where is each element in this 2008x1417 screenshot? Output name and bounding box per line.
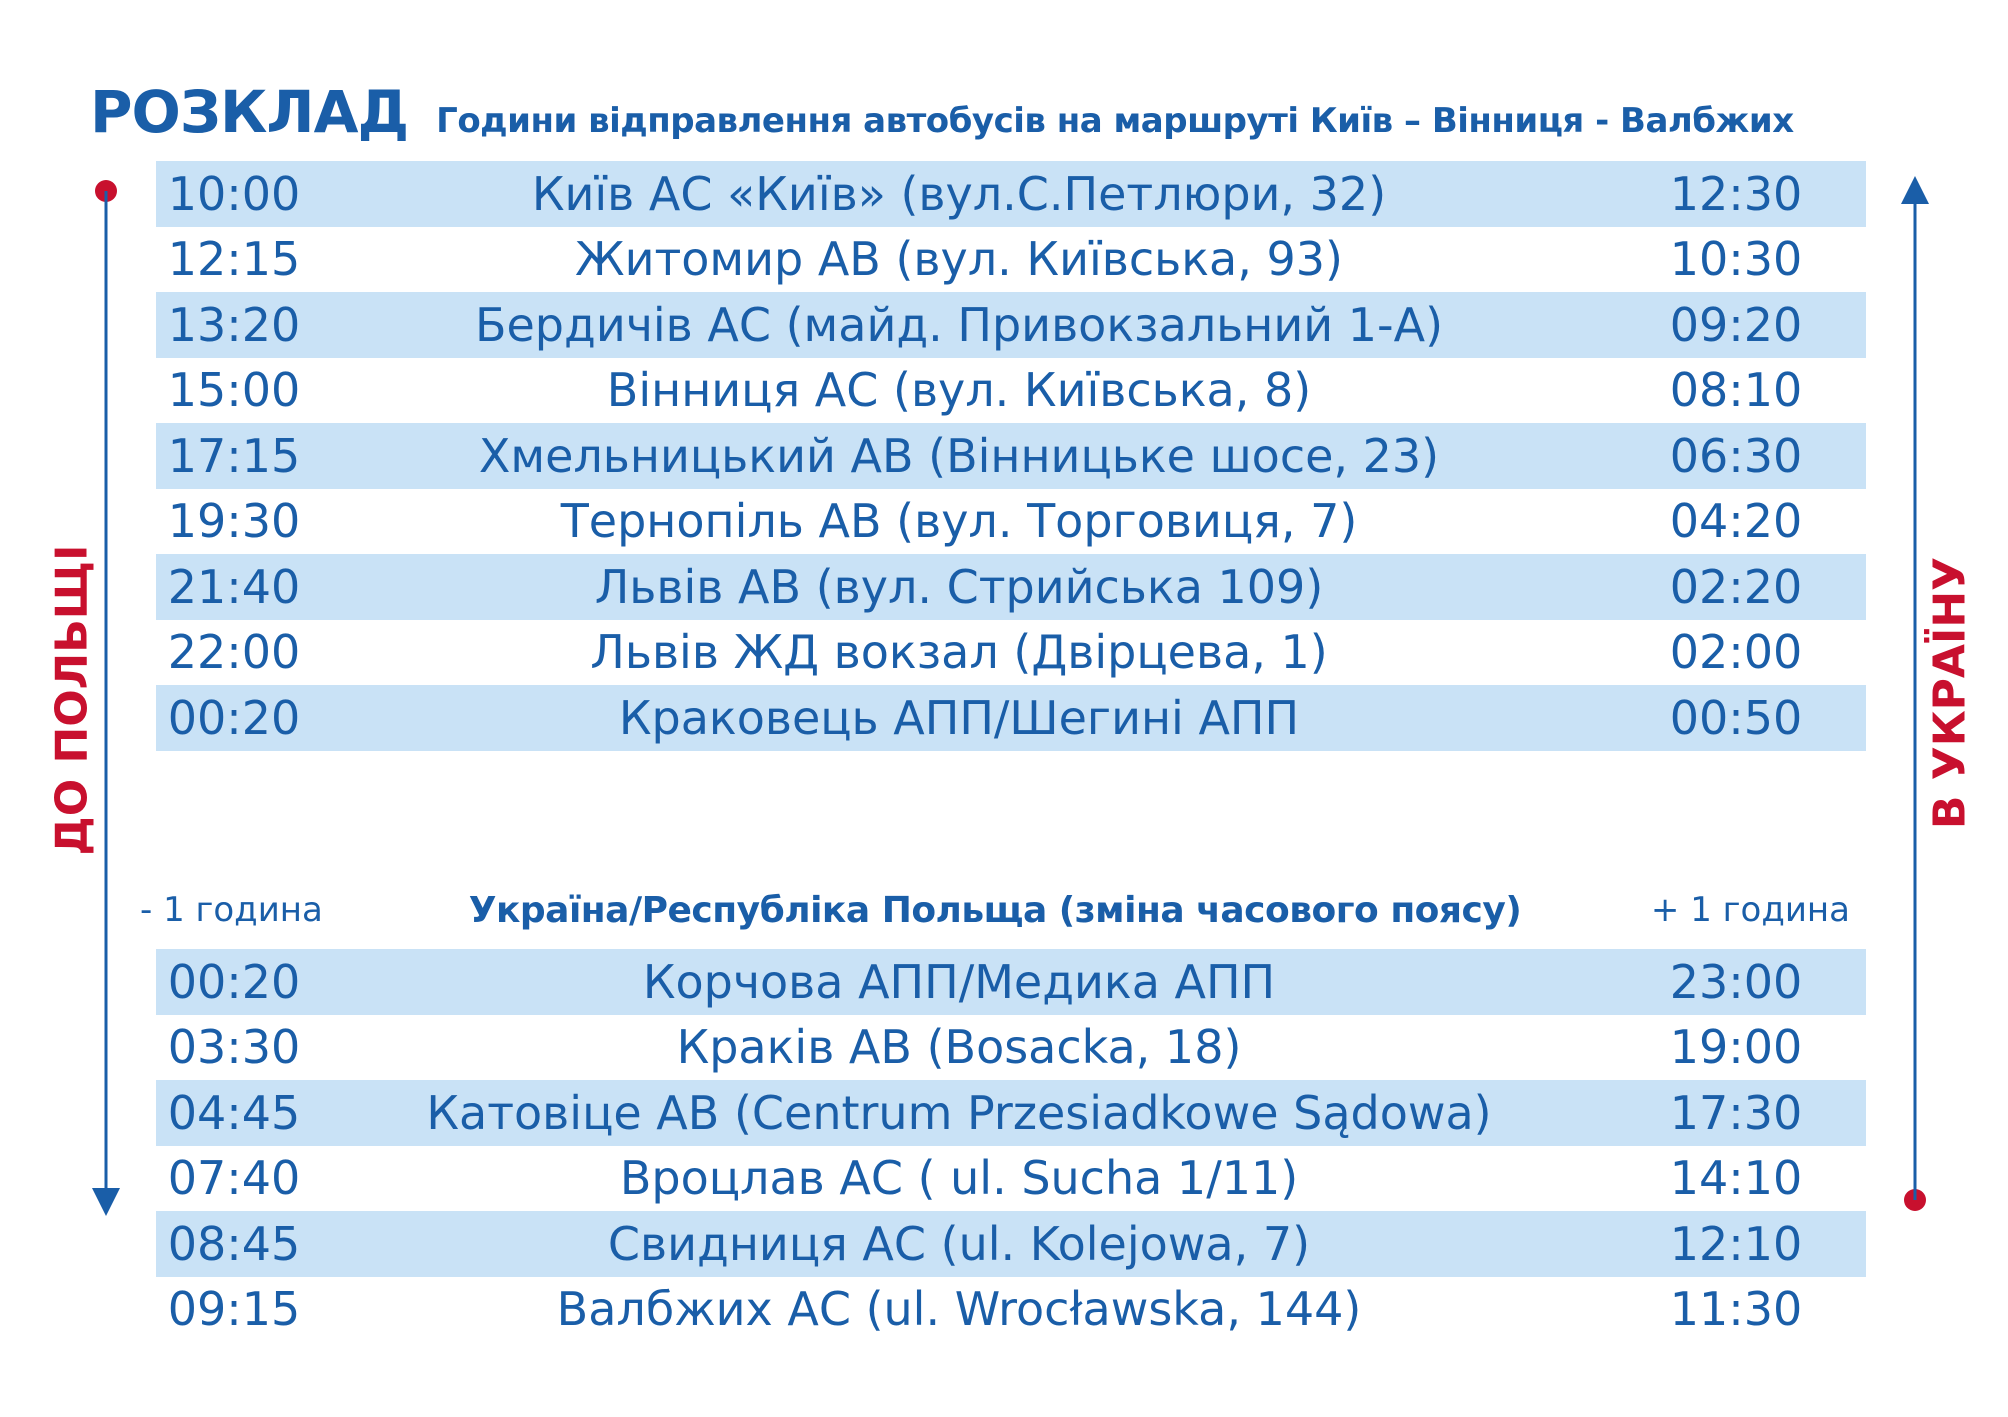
departure-time: 00:20 bbox=[167, 690, 301, 745]
departure-time: 09:15 bbox=[167, 1282, 301, 1337]
table-row bbox=[156, 161, 1866, 227]
departure-time: 15:00 bbox=[167, 363, 301, 418]
departure-time: 19:30 bbox=[167, 494, 301, 549]
return-time: 00:50 bbox=[1669, 690, 1803, 745]
page-subtitle: Години відправлення автобусів на маршруті Київ – Вінниця - Валбжих bbox=[436, 101, 1794, 141]
table-row bbox=[156, 423, 1866, 489]
stop-name: Тернопіль АВ (вул. Торговиця, 7) bbox=[560, 494, 1358, 549]
timezone-left-offset: - 1 година bbox=[140, 890, 323, 930]
departure-time: 04:45 bbox=[167, 1085, 301, 1140]
stop-name: Хмельницький АВ (Вінницьке шосе, 23) bbox=[478, 428, 1440, 483]
return-time: 06:30 bbox=[1669, 428, 1803, 483]
table-row bbox=[156, 620, 1866, 686]
departure-time: 12:15 bbox=[167, 232, 301, 287]
stop-name: Валбжих АС (ul. Wrocławska, 144) bbox=[556, 1282, 1362, 1337]
timezone-change-label: Україна/Республіка Польща (зміна часового поясу) bbox=[468, 889, 1522, 931]
return-time: 09:20 bbox=[1669, 297, 1803, 352]
return-time: 17:30 bbox=[1669, 1085, 1803, 1140]
stop-name: Свидниця АС (ul. Kolejowa, 7) bbox=[607, 1216, 1311, 1271]
arrow-up-icon bbox=[1901, 176, 1929, 204]
stop-name: Катовіце АВ (Centrum Przesiadkowe Sądowa) bbox=[426, 1085, 1492, 1140]
stop-name: Краків АВ (Bosacka, 18) bbox=[676, 1020, 1242, 1075]
timezone-right-offset: + 1 година bbox=[1650, 890, 1850, 930]
stop-name: Львів ЖД вокзал (Двірцева, 1) bbox=[590, 625, 1328, 680]
table-row bbox=[156, 1146, 1866, 1212]
stop-name: Львів АВ (вул. Стрийська 109) bbox=[594, 559, 1324, 614]
return-time: 12:10 bbox=[1669, 1216, 1803, 1271]
direction-label-to-ukraine: В УКРАЇНУ bbox=[1924, 556, 1976, 830]
stop-name: Житомир АВ (вул. Київська, 93) bbox=[575, 232, 1343, 287]
table-row bbox=[156, 227, 1866, 293]
timezone-change-row bbox=[140, 880, 1850, 940]
departure-time: 07:40 bbox=[167, 1151, 301, 1206]
departure-time: 17:15 bbox=[167, 428, 301, 483]
departure-time: 22:00 bbox=[167, 625, 301, 680]
stop-name: Київ АС «Київ» (вул.С.Петлюри, 32) bbox=[531, 166, 1387, 221]
stop-name: Корчова АПП/Медика АПП bbox=[642, 954, 1276, 1009]
table-row bbox=[156, 489, 1866, 555]
stop-name: Бердичів АС (майд. Привокзальний 1-А) bbox=[474, 297, 1444, 352]
return-time: 02:20 bbox=[1669, 559, 1803, 614]
return-time: 23:00 bbox=[1669, 954, 1803, 1009]
table-row bbox=[156, 1211, 1866, 1277]
table-row bbox=[156, 1080, 1866, 1146]
departure-time: 21:40 bbox=[167, 559, 301, 614]
stop-name: Краковець АПП/Шегині АПП bbox=[618, 690, 1300, 745]
return-time: 12:30 bbox=[1669, 166, 1803, 221]
departure-time: 13:20 bbox=[167, 297, 301, 352]
page-title: РОЗКЛАД bbox=[90, 78, 409, 146]
table-row bbox=[156, 1015, 1866, 1081]
return-time: 19:00 bbox=[1669, 1020, 1803, 1075]
direction-label-to-poland: ДО ПОЛЬЩІ bbox=[46, 544, 98, 856]
return-time: 14:10 bbox=[1669, 1151, 1803, 1206]
return-time: 02:00 bbox=[1669, 625, 1803, 680]
table-row bbox=[156, 554, 1866, 620]
table-row bbox=[156, 292, 1866, 358]
table-row bbox=[156, 1277, 1866, 1343]
table-row bbox=[156, 358, 1866, 424]
schedule-table-poland bbox=[156, 949, 1866, 1342]
return-time: 04:20 bbox=[1669, 494, 1803, 549]
arrow-down-icon bbox=[92, 1188, 120, 1216]
table-row bbox=[156, 685, 1866, 751]
return-time: 11:30 bbox=[1669, 1282, 1803, 1337]
departure-time: 08:45 bbox=[167, 1216, 301, 1271]
departure-time: 10:00 bbox=[167, 166, 301, 221]
departure-time: 03:30 bbox=[167, 1020, 301, 1075]
departure-time: 00:20 bbox=[167, 954, 301, 1009]
return-time: 10:30 bbox=[1669, 232, 1803, 287]
schedule-table-ukraine bbox=[156, 161, 1866, 751]
stop-name: Вроцлав АС ( ul. Sucha 1/11) bbox=[619, 1151, 1299, 1206]
stop-name: Вінниця АС (вул. Київська, 8) bbox=[606, 363, 1312, 418]
return-time: 08:10 bbox=[1669, 363, 1803, 418]
table-row bbox=[156, 949, 1866, 1015]
